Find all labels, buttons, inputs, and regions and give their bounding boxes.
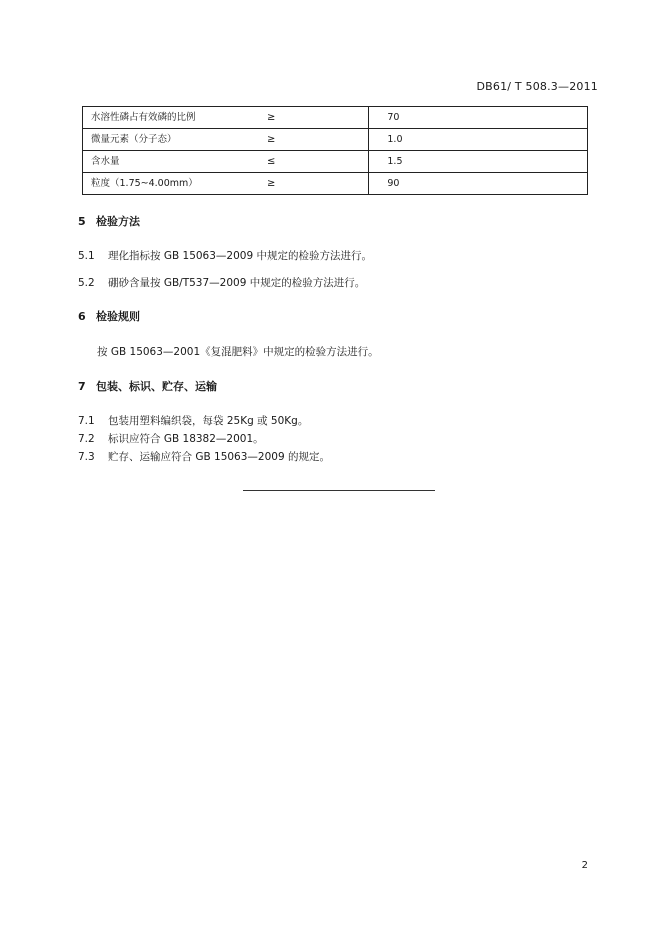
indicator-value-cell: [369, 129, 588, 151]
clause-7-2: [78, 431, 264, 446]
clause-7-3: [78, 449, 330, 464]
comparison-operator: ≤: [267, 156, 276, 167]
section-number: 6: [78, 310, 86, 323]
section-number: 7: [78, 380, 86, 393]
page-number: 2: [581, 860, 588, 871]
clause-5-2: [78, 275, 365, 290]
comparison-operator: ≥: [267, 134, 276, 145]
indicator-name-cell: [83, 129, 369, 151]
section-heading-7: [78, 378, 217, 394]
section-heading-6: [78, 308, 140, 324]
section-title: 检验方法: [96, 215, 140, 228]
clause-text: 理化指标按 GB 15063—2009 中规定的检验方法进行。: [108, 250, 372, 262]
specification-table: [82, 106, 588, 195]
clause-number: 5.2: [78, 277, 95, 289]
clause-7-1: [78, 413, 308, 428]
indicator-value: 70: [387, 112, 400, 123]
comparison-operator: ≥: [267, 178, 276, 189]
end-of-document-rule: [243, 490, 435, 491]
table-row: [83, 151, 588, 173]
table-row: [83, 173, 588, 195]
clause-text: 包装用塑料编织袋，每袋 25Kg 或 50Kg。: [108, 415, 309, 427]
indicator-value: 90: [387, 178, 400, 189]
indicator-value: 1.0: [387, 134, 403, 145]
indicator-name-cell: [83, 173, 369, 195]
indicator-value-cell: [369, 173, 588, 195]
indicator-name: 微量元素（分子态）: [91, 134, 177, 145]
clause-number: 7.1: [78, 415, 95, 427]
table-row: [83, 129, 588, 151]
section-number: 5: [78, 215, 86, 228]
clause-text: 硼砂含量按 GB/T537—2009 中规定的检验方法进行。: [108, 277, 366, 289]
section-title: 包装、标识、贮存、运输: [96, 380, 217, 393]
section-heading-5: [78, 213, 140, 229]
clause-number: 7.3: [78, 451, 95, 463]
comparison-operator: ≥: [267, 112, 276, 123]
indicator-name: 粒度（1.75~4.00mm）: [91, 178, 198, 189]
indicator-name-cell: [83, 107, 369, 129]
document-code: DB61/ T 508.3—2011: [476, 80, 598, 93]
clause-5-1: [78, 248, 372, 263]
section-6-paragraph: 按 GB 15063—2001《复混肥料》中规定的检验方法进行。: [97, 346, 379, 358]
indicator-value: 1.5: [387, 156, 403, 167]
table-row: [83, 107, 588, 129]
section-title: 检验规则: [96, 310, 140, 323]
indicator-name: 含水量: [91, 156, 120, 167]
indicator-name-cell: [83, 151, 369, 173]
clause-number: 7.2: [78, 433, 95, 445]
clause-number: 5.1: [78, 250, 95, 262]
clause-text: 标识应符合 GB 18382—2001。: [108, 433, 264, 445]
clause-text: 贮存、运输应符合 GB 15063—2009 的规定。: [108, 451, 330, 463]
indicator-value-cell: [369, 151, 588, 173]
indicator-value-cell: [369, 107, 588, 129]
indicator-name: 水溶性磷占有效磷的比例: [91, 112, 196, 123]
